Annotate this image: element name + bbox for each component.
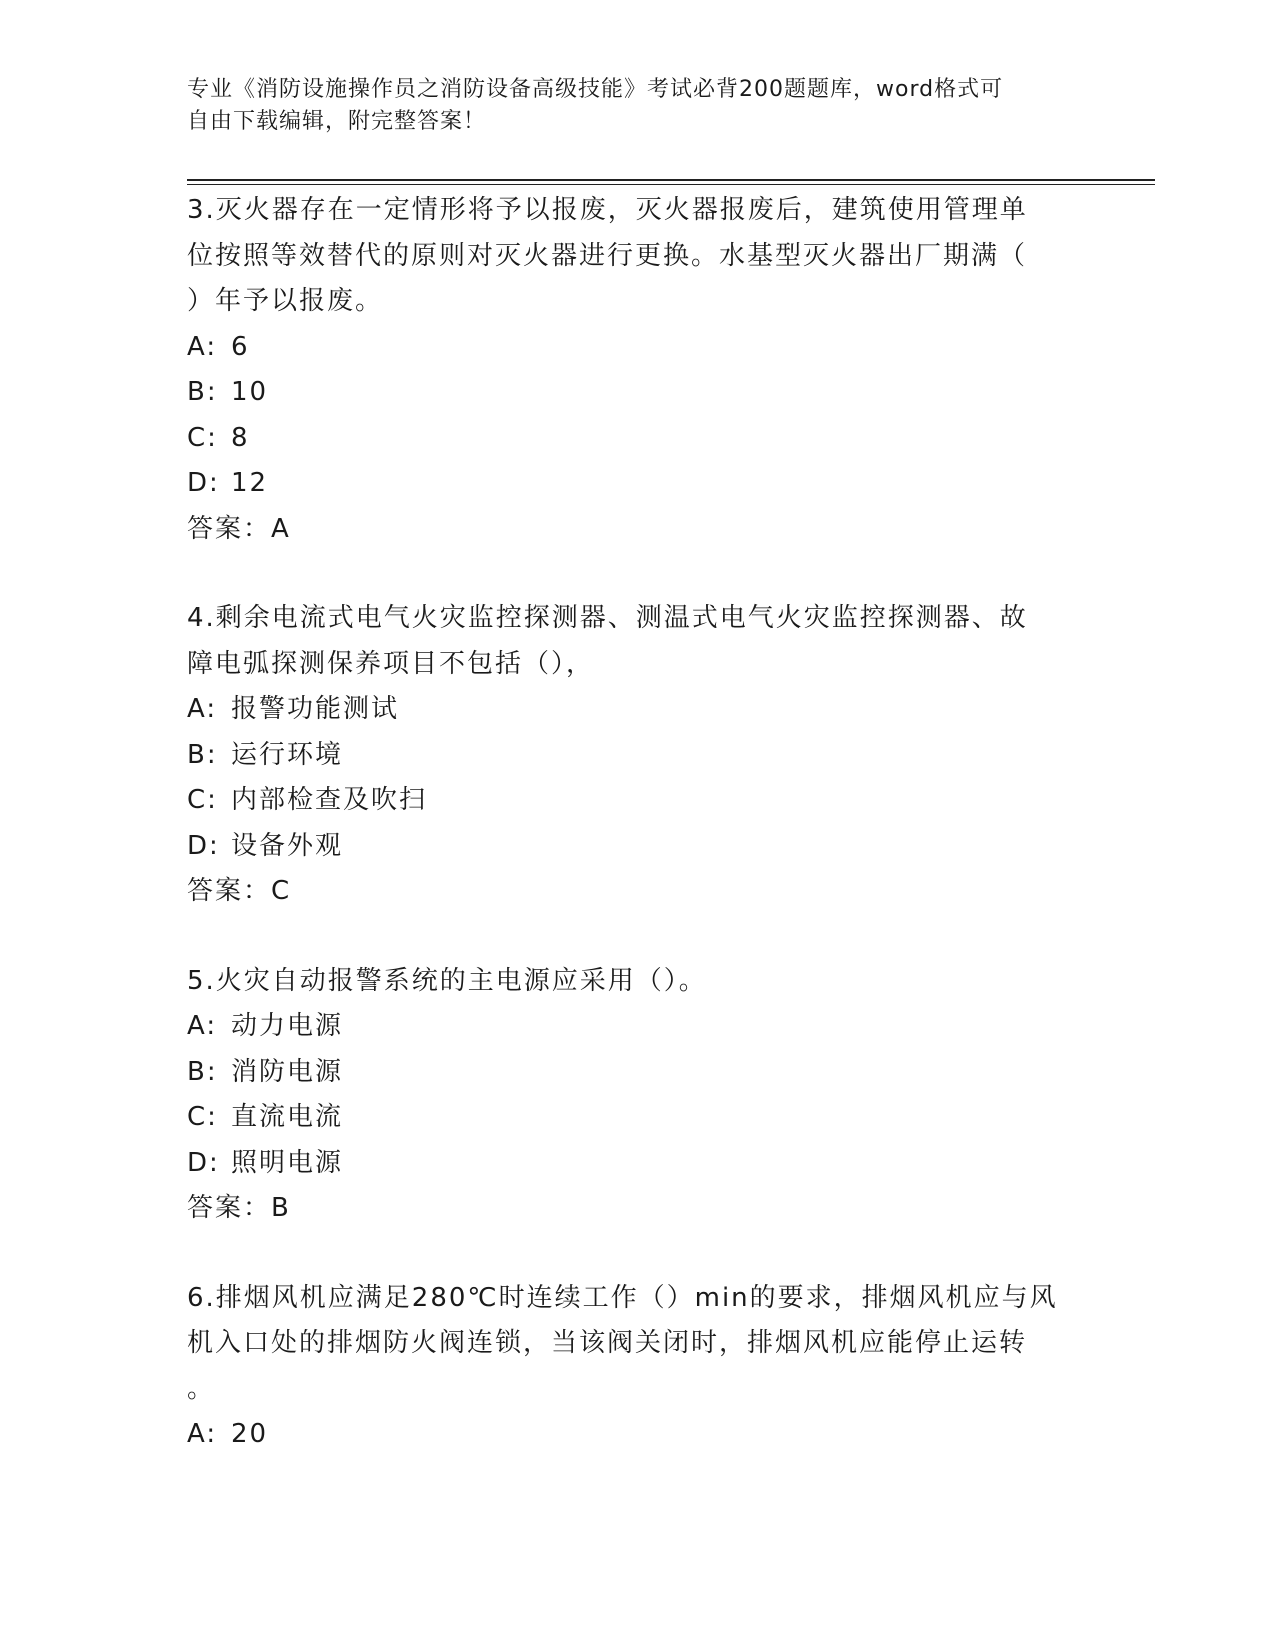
option-label: C: bbox=[187, 785, 218, 815]
option-text: 直流电流 bbox=[231, 1102, 344, 1132]
header-line-2: 自由下载编辑，附完整答案！ bbox=[187, 109, 487, 134]
question-text-line: 机入口处的排烟防火阀连锁，当该阀关闭时，排烟风机应能停止运转 bbox=[187, 1328, 1028, 1358]
option-d bbox=[187, 1141, 1087, 1187]
question-text-line: 3.灭火器存在一定情形将予以报废，灭火器报废后，建筑使用管理单 bbox=[187, 195, 1028, 225]
option-label: B: bbox=[187, 1056, 218, 1087]
option-a bbox=[187, 687, 1087, 733]
option-text: 内部检查及吹扫 bbox=[231, 785, 428, 815]
answer-line: 答案：A bbox=[187, 513, 291, 544]
option-text: 8 bbox=[231, 422, 250, 453]
option-label: A: bbox=[187, 694, 218, 724]
option-c bbox=[187, 416, 1087, 462]
option-text: 动力电源 bbox=[231, 1011, 344, 1041]
question-list bbox=[187, 188, 1087, 1502]
option-text: 报警功能测试 bbox=[231, 694, 400, 724]
option-text: 消防电源 bbox=[231, 1056, 344, 1087]
question-text-line: 。 bbox=[187, 1373, 216, 1404]
option-label: D: bbox=[187, 1147, 220, 1178]
option-text: 6 bbox=[231, 331, 250, 362]
option-a bbox=[187, 1004, 1087, 1050]
option-b bbox=[187, 733, 1087, 779]
option-label: A: bbox=[187, 1419, 218, 1449]
question-text-line: ）年予以报废。 bbox=[187, 286, 384, 316]
option-d bbox=[187, 461, 1087, 507]
option-c bbox=[187, 1095, 1087, 1141]
option-label: B: bbox=[187, 739, 218, 770]
option-label: D: bbox=[187, 468, 220, 498]
header-divider-thin bbox=[187, 184, 1155, 185]
question-text-line: 位按照等效替代的原则对灭火器进行更换。水基型灭火器出厂期满（ bbox=[187, 240, 1028, 271]
option-a bbox=[187, 1412, 1087, 1458]
question-5 bbox=[187, 959, 1087, 1232]
question-4 bbox=[187, 596, 1087, 915]
answer-line: 答案：B bbox=[187, 1193, 291, 1223]
option-text: 10 bbox=[231, 377, 269, 407]
question-6 bbox=[187, 1276, 1087, 1458]
option-d bbox=[187, 824, 1087, 870]
question-text-line: 5.火灾自动报警系统的主电源应采用（）。 bbox=[187, 965, 707, 996]
option-text: 运行环境 bbox=[231, 739, 344, 770]
question-3 bbox=[187, 188, 1087, 552]
option-b bbox=[187, 370, 1087, 416]
option-c bbox=[187, 778, 1087, 824]
option-label: D: bbox=[187, 830, 220, 861]
option-text: 20 bbox=[231, 1419, 269, 1449]
document-header bbox=[187, 74, 1067, 138]
option-text: 设备外观 bbox=[231, 830, 344, 861]
header-divider-thick bbox=[187, 179, 1155, 181]
question-text-line: 4.剩余电流式电气火灾监控探测器、测温式电气火灾监控探测器、故 bbox=[187, 603, 1028, 633]
option-label: C: bbox=[187, 422, 218, 453]
option-text: 照明电源 bbox=[231, 1147, 344, 1178]
option-b bbox=[187, 1050, 1087, 1096]
option-text: 12 bbox=[231, 468, 269, 498]
question-text-line: 6.排烟风机应满足280℃时连续工作（）min的要求，排烟风机应与风 bbox=[187, 1282, 1058, 1313]
option-label: B: bbox=[187, 377, 218, 407]
option-label: A: bbox=[187, 331, 218, 362]
question-text-line: 障电弧探测保养项目不包括（）， bbox=[187, 648, 595, 679]
option-label: A: bbox=[187, 1011, 218, 1041]
option-label: C: bbox=[187, 1102, 218, 1132]
header-line-1: 专业《消防设施操作员之消防设备高级技能》考试必背200题题库，word格式可 bbox=[187, 77, 1004, 102]
option-a bbox=[187, 325, 1087, 371]
answer-line: 答案：C bbox=[187, 876, 292, 906]
